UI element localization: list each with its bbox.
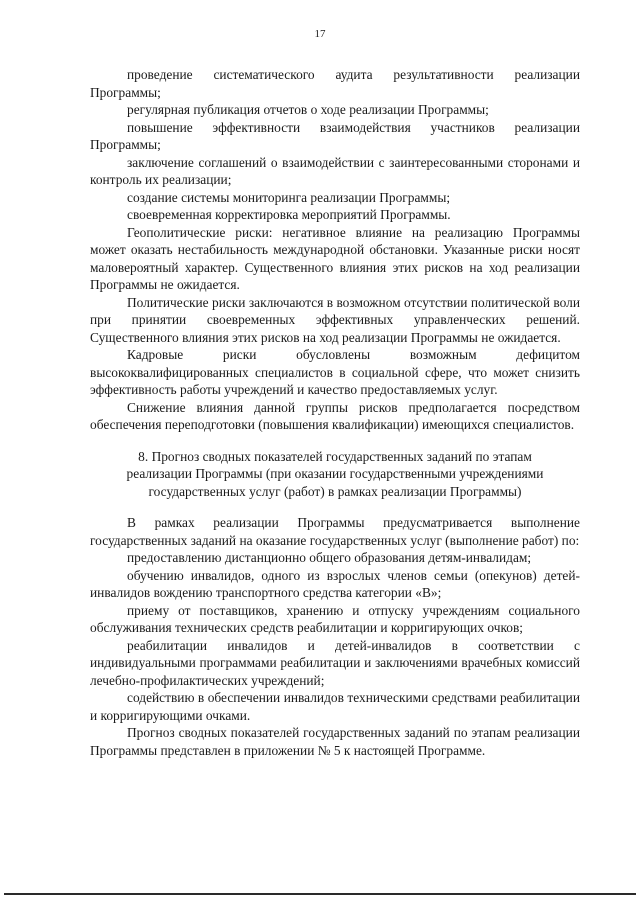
paragraph: Геополитические риски: негативное влияние на реализацию Программы может оказать нестабильность международной обстановки. Указанные риски носят маловероятный характер. Существенного влияния этих рисков на ход реализации Программы не ожидается. xyxy=(90,224,580,292)
paragraph: своевременная корректировка мероприятий Программы. xyxy=(127,207,451,222)
paragraphs-before xyxy=(90,66,580,434)
paragraph: содействию в обеспечении инвалидов техническими средствами реабилитации и корригирующими очками. xyxy=(90,690,580,723)
paragraph: Политические риски заключаются в возможном отсутствии политической воли при принятии своевременных эффективных управленческих решений. Существенного влияния этих рисков на ход реализации Программы не ожидается. xyxy=(90,294,580,345)
paragraph: Кадровые риски обусловлены возможным дефицитом высококвалифицированных специалистов в социальной сфере, что может снизить эффективность работы учреждений и качество предоставляемых услуг. xyxy=(90,347,580,397)
paragraph: регулярная публикация отчетов о ходе реализации Программы; xyxy=(127,102,489,117)
document-body xyxy=(90,66,580,759)
paragraph: приему от поставщиков, хранению и отпуску учреждениям социального обслуживания технических средств реабилитации и корригирующих очков; xyxy=(90,602,580,635)
paragraph: реабилитации инвалидов и детей-инвалидов в соответствии с индивидуальными программами реабилитации и заключениями врачебных комиссий лечебно-профилактических учреждений; xyxy=(90,637,580,688)
section-heading: 8. Прогноз сводных показателей государственных заданий по этапам реализации Программы (при оказании государственными учреждениями государственных услуг (работ) в рамках реализации Программы) xyxy=(126,448,544,499)
paragraph: обучению инвалидов, одного из взрослых членов семьи (опекунов) детей-инвалидов вождению транспортного средства категории «В»; xyxy=(90,567,580,600)
paragraph: В рамках реализации Программы предусматривается выполнение государственных заданий на оказание государственных услуг (выполнение работ) по: xyxy=(90,515,580,548)
paragraph: Снижение влияния данной группы рисков предполагается посредством обеспечения переподготовки (повышения квалификации) имеющихся специалистов. xyxy=(90,399,580,432)
paragraph: создание системы мониторинга реализации Программы; xyxy=(127,189,451,205)
paragraph: проведение систематического аудита результативности реализации Программы; xyxy=(90,67,580,100)
paragraphs-after xyxy=(90,514,580,759)
paragraph: заключение соглашений о взаимодействии с заинтересованными сторонами и контроль их реализации; xyxy=(90,154,580,187)
paragraph: Прогноз сводных показателей государственных заданий по этапам реализации Программы представлен в приложении № 5 к настоящей Программе. xyxy=(90,725,580,758)
page-number: 17 xyxy=(314,28,326,40)
paragraph: повышение эффективности взаимодействия участников реализации Программы; xyxy=(90,119,580,152)
paragraph: предоставлению дистанционно общего образования детям-инвалидам; xyxy=(127,550,532,565)
bottom-rule xyxy=(4,893,636,895)
